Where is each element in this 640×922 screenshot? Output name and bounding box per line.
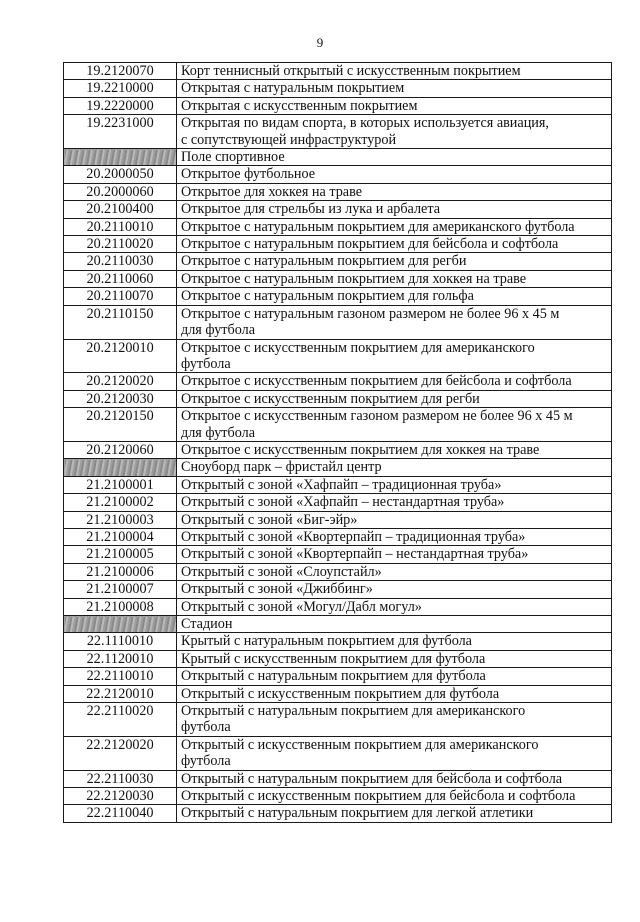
description-line: Открытое с натуральным покрытием для американского футбола xyxy=(181,218,575,235)
description-line: Открытая с искусственным покрытием xyxy=(181,97,418,114)
table-row xyxy=(64,80,612,97)
table-row xyxy=(64,563,612,580)
description-line: футбола xyxy=(181,719,231,736)
table-row xyxy=(64,166,612,183)
description-line: Открытое с натуральным покрытием для гольфа xyxy=(181,288,474,305)
description-cell xyxy=(177,201,612,218)
code-cell: 19.2231000 xyxy=(64,115,177,149)
code-cell: 20.2110010 xyxy=(64,218,177,235)
description-line: Открытый с искусственным покрытием для бейсбола и софтбола xyxy=(181,788,576,805)
description-cell xyxy=(177,288,612,305)
table-row xyxy=(64,598,612,615)
description-line: Открытый с искусственным покрытием для американского xyxy=(181,736,539,753)
description-line: Открытая по видам спорта, в которых используется авиация, xyxy=(181,115,549,132)
code-cell: 22.1120010 xyxy=(64,650,177,667)
code-cell: 19.2210000 xyxy=(64,80,177,97)
description-line: Открытый с зоной «Хафпайп – нестандартная труба» xyxy=(181,494,505,511)
table-row xyxy=(64,736,612,770)
description-line: Открытое с натуральным покрытием для регби xyxy=(181,253,467,270)
description-cell xyxy=(177,511,612,528)
description-line: Крытый с искусственным покрытием для футбола xyxy=(181,650,486,667)
description-line: Открытое с искусственным покрытием для регби xyxy=(181,390,480,407)
code-cell: 20.2120150 xyxy=(64,408,177,442)
description-cell xyxy=(177,408,612,442)
code-cell: 22.2110020 xyxy=(64,703,177,737)
description-cell xyxy=(177,546,612,563)
section-row xyxy=(64,459,612,476)
description-cell xyxy=(177,166,612,183)
description-cell xyxy=(177,253,612,270)
code-cell: 21.2100004 xyxy=(64,528,177,545)
description-line: Открытое с искусственным покрытием для хоккея на траве xyxy=(181,441,540,458)
description-cell xyxy=(177,183,612,200)
code-cell: 20.2110070 xyxy=(64,288,177,305)
table-row xyxy=(64,236,612,253)
section-code-cell xyxy=(64,616,177,633)
description-cell xyxy=(177,305,612,339)
code-cell: 22.2110040 xyxy=(64,805,177,822)
code-cell: 22.2120010 xyxy=(64,685,177,702)
table-row xyxy=(64,494,612,511)
description-line: Открытый с искусственным покрытием для футбола xyxy=(181,685,500,702)
table-row xyxy=(64,685,612,702)
code-cell: 22.2120020 xyxy=(64,736,177,770)
code-cell: 20.2120010 xyxy=(64,339,177,373)
table-row xyxy=(64,805,612,822)
section-title-cell xyxy=(177,149,612,166)
description-cell xyxy=(177,685,612,702)
code-cell: 19.2120070 xyxy=(64,63,177,80)
description-line: Открытый с натуральным покрытием для футбола xyxy=(181,668,486,685)
description-cell xyxy=(177,650,612,667)
code-cell: 20.2110020 xyxy=(64,236,177,253)
description-cell xyxy=(177,441,612,458)
code-cell: 22.1110010 xyxy=(64,633,177,650)
description-line: Открытый с зоной «Квортерпайп – нестандартная труба» xyxy=(181,546,529,563)
description-cell xyxy=(177,528,612,545)
table-row xyxy=(64,788,612,805)
description-line: Открытый с зоной «Хафпайп – традиционная труба» xyxy=(181,476,502,493)
code-cell: 20.2120030 xyxy=(64,390,177,407)
description-line: Поле спортивное xyxy=(181,149,285,166)
table-row xyxy=(64,390,612,407)
description-line: Крытый с натуральным покрытием для футбола xyxy=(181,633,472,650)
table-row xyxy=(64,115,612,149)
description-cell xyxy=(177,668,612,685)
table-row xyxy=(64,650,612,667)
table-row xyxy=(64,546,612,563)
table-row xyxy=(64,668,612,685)
description-cell xyxy=(177,80,612,97)
description-cell xyxy=(177,633,612,650)
section-title-cell xyxy=(177,616,612,633)
table-body xyxy=(64,63,612,823)
code-cell: 22.2110030 xyxy=(64,770,177,787)
table-row xyxy=(64,703,612,737)
table-row xyxy=(64,408,612,442)
table-row xyxy=(64,441,612,458)
table-row xyxy=(64,253,612,270)
description-line: Открытый с натуральным покрытием для бейсбола и софтбола xyxy=(181,770,563,787)
description-line: Открытое для стрельбы из лука и арбалета xyxy=(181,201,441,218)
description-line: для футбола xyxy=(181,322,256,339)
description-cell xyxy=(177,703,612,737)
section-title-cell xyxy=(177,459,612,476)
description-line: Открытая с натуральным покрытием xyxy=(181,80,405,97)
description-cell xyxy=(177,390,612,407)
description-cell xyxy=(177,218,612,235)
description-cell xyxy=(177,805,612,822)
description-line: Открытый с зоной «Могул/Дабл могул» xyxy=(181,598,422,615)
table-row xyxy=(64,201,612,218)
table-row xyxy=(64,218,612,235)
section-code-cell xyxy=(64,459,177,476)
code-cell: 20.2110030 xyxy=(64,253,177,270)
table-row xyxy=(64,476,612,493)
description-cell xyxy=(177,581,612,598)
description-cell xyxy=(177,236,612,253)
classification-table xyxy=(63,62,612,823)
table-row xyxy=(64,288,612,305)
code-cell: 21.2100006 xyxy=(64,563,177,580)
description-cell xyxy=(177,736,612,770)
table-row xyxy=(64,633,612,650)
description-cell xyxy=(177,115,612,149)
description-line: Открытый с натуральным покрытием для американского xyxy=(181,703,526,720)
table-row xyxy=(64,305,612,339)
table-row xyxy=(64,97,612,114)
description-line: для футбола xyxy=(181,424,256,441)
code-cell: 21.2100002 xyxy=(64,494,177,511)
section-code-cell xyxy=(64,149,177,166)
description-line: Открытое с искусственным покрытием для бейсбола и софтбола xyxy=(181,373,572,390)
page-number: 9 xyxy=(316,35,324,50)
section-row xyxy=(64,616,612,633)
description-cell xyxy=(177,598,612,615)
section-row xyxy=(64,149,612,166)
table-row xyxy=(64,770,612,787)
code-cell: 22.2120030 xyxy=(64,788,177,805)
code-cell: 21.2100008 xyxy=(64,598,177,615)
description-line: футбола xyxy=(181,355,231,372)
table-row xyxy=(64,373,612,390)
description-line: Открытое с искусственным газоном размером не более 96 х 45 м xyxy=(181,408,573,425)
description-line: Открытый с натуральным покрытием для легкой атлетики xyxy=(181,805,534,822)
table-row xyxy=(64,183,612,200)
description-line: Корт теннисный открытый с искусственным покрытием xyxy=(181,63,521,79)
description-cell xyxy=(177,494,612,511)
description-line: с сопутствующей инфраструктурой xyxy=(181,131,397,148)
description-cell xyxy=(177,563,612,580)
code-cell: 20.2000060 xyxy=(64,183,177,200)
code-cell: 21.2100005 xyxy=(64,546,177,563)
description-line: Открытый с зоной «Квортерпайп – традиционная труба» xyxy=(181,528,526,545)
description-line: Открытое с натуральным покрытием для хоккея на траве xyxy=(181,270,527,287)
description-cell xyxy=(177,788,612,805)
code-cell: 20.2120020 xyxy=(64,373,177,390)
description-line: Открытое для хоккея на траве xyxy=(181,183,363,200)
table-row xyxy=(64,581,612,598)
table-row xyxy=(64,63,612,80)
description-line: Открытое с натуральным газоном размером не более 96 х 45 м xyxy=(181,305,560,322)
code-cell: 20.2120060 xyxy=(64,441,177,458)
code-cell: 21.2100003 xyxy=(64,511,177,528)
code-cell: 20.2110150 xyxy=(64,305,177,339)
code-cell: 19.2220000 xyxy=(64,97,177,114)
description-line: футбола xyxy=(181,753,231,770)
description-cell xyxy=(177,373,612,390)
code-cell: 21.2100001 xyxy=(64,476,177,493)
description-line: Открытый с зоной «Слоупстайл» xyxy=(181,563,382,580)
table-row xyxy=(64,270,612,287)
code-cell: 20.2110060 xyxy=(64,270,177,287)
description-cell xyxy=(177,63,612,80)
table-row xyxy=(64,528,612,545)
description-line: Стадион xyxy=(181,616,233,632)
table-row xyxy=(64,511,612,528)
description-line: Открытое с искусственным покрытием для американского xyxy=(181,339,535,356)
description-cell xyxy=(177,97,612,114)
description-line: Сноуборд парк – фристайл центр xyxy=(181,459,382,476)
description-cell xyxy=(177,770,612,787)
description-line: Открытое футбольное xyxy=(181,166,316,183)
table-row xyxy=(64,339,612,373)
description-cell xyxy=(177,339,612,373)
code-cell: 22.2110010 xyxy=(64,668,177,685)
code-cell: 21.2100007 xyxy=(64,581,177,598)
description-line: Открытое с натуральным покрытием для бейсбола и софтбола xyxy=(181,236,559,253)
description-line: Открытый с зоной «Биг-эйр» xyxy=(181,511,358,528)
description-cell xyxy=(177,270,612,287)
code-cell: 20.2000050 xyxy=(64,166,177,183)
description-line: Открытый с зоной «Джиббинг» xyxy=(181,581,373,598)
description-cell xyxy=(177,476,612,493)
code-cell: 20.2100400 xyxy=(64,201,177,218)
